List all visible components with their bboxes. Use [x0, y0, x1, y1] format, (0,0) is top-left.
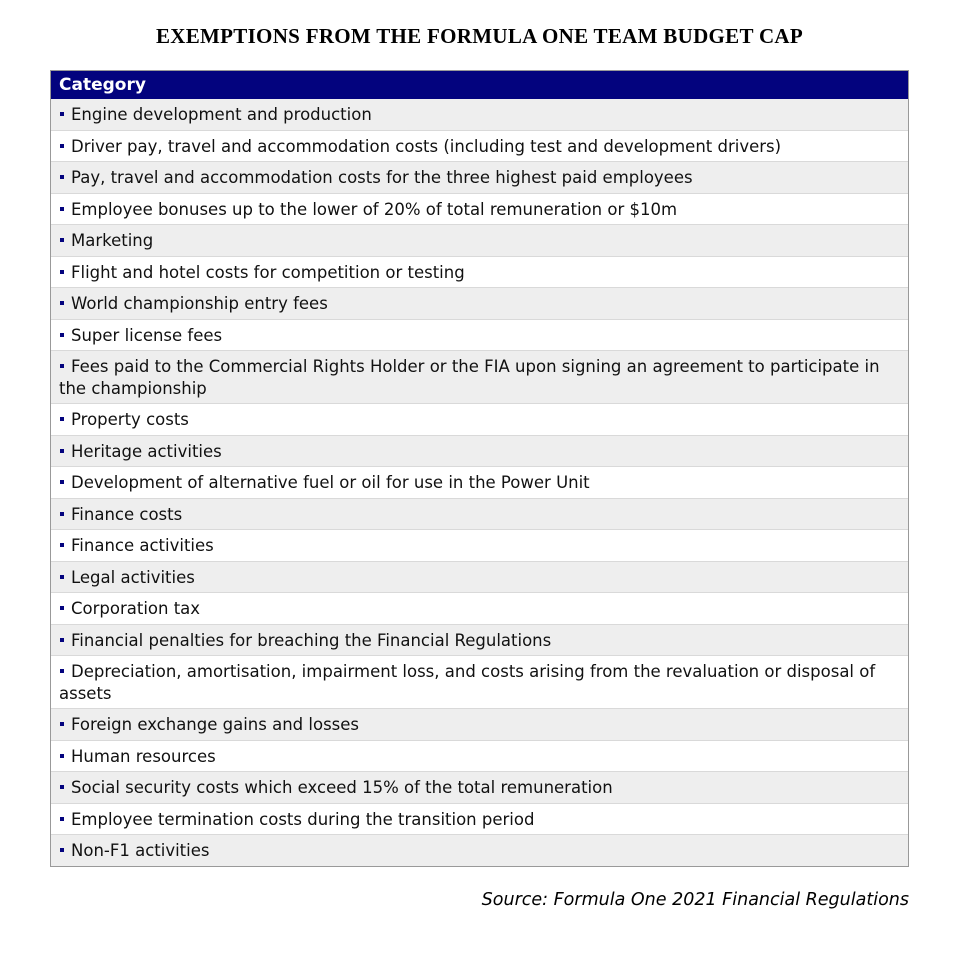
bullet-icon	[60, 817, 64, 821]
table-row	[51, 835, 908, 866]
exemptions-table	[50, 70, 909, 867]
bullet-icon	[60, 449, 64, 453]
table-rows	[51, 99, 908, 866]
source-note: Source: Formula One 2021 Financial Regulations	[481, 889, 909, 910]
bullet-icon	[60, 638, 64, 642]
table-row-label: Foreign exchange gains and losses	[71, 715, 360, 734]
bullet-icon	[60, 785, 64, 789]
bullet-icon	[60, 543, 64, 547]
table-row-label: Fees paid to the Commercial Rights Holder or the FIA upon signing an agreement to participate in the championship	[59, 357, 880, 398]
table-row	[51, 404, 908, 436]
table-row	[51, 99, 908, 131]
table-row	[51, 351, 908, 404]
bullet-icon	[60, 480, 64, 484]
table-row-label: Employee termination costs during the transition period	[71, 809, 535, 829]
table-row	[51, 741, 908, 773]
table-row-label: Flight and hotel costs for competition or testing	[71, 262, 465, 282]
table-row-label: Pay, travel and accommodation costs for the three highest paid employees	[71, 168, 693, 187]
table-row	[51, 436, 908, 468]
bullet-icon	[60, 669, 64, 673]
bullet-icon	[60, 270, 64, 274]
table-row-label: Property costs	[71, 410, 189, 429]
bullet-icon	[60, 144, 64, 148]
table-row-label: Marketing	[71, 231, 154, 250]
table-row-label: Driver pay, travel and accommodation costs (including test and development drivers)	[71, 136, 782, 156]
bullet-icon	[60, 238, 64, 242]
bullet-icon	[60, 722, 64, 726]
bullet-icon	[60, 112, 64, 116]
table-row-label: Finance activities	[71, 536, 214, 555]
table-row-label: Financial penalties for breaching the Financial Regulations	[71, 630, 552, 650]
bullet-icon	[60, 175, 64, 179]
bullet-icon	[60, 417, 64, 421]
table-row-label: Non-F1 activities	[71, 841, 210, 860]
table-row	[51, 225, 908, 257]
table-row	[51, 772, 908, 804]
table-row-label: Employee bonuses up to the lower of 20% of total remuneration or $10m	[71, 199, 678, 219]
bullet-icon	[60, 606, 64, 610]
table-row	[51, 562, 908, 594]
table-row-label: Finance costs	[71, 504, 183, 524]
table-row	[51, 288, 908, 320]
table-row	[51, 804, 908, 836]
table-row-label: Human resources	[71, 746, 216, 766]
table-row	[51, 530, 908, 562]
table-header-label: Category	[59, 75, 146, 95]
bullet-icon	[60, 207, 64, 211]
table-row	[51, 257, 908, 289]
page-title: EXEMPTIONS FROM THE FORMULA ONE TEAM BUDGET CAP	[155, 24, 804, 48]
table-row	[51, 593, 908, 625]
table-row-label: Depreciation, amortisation, impairment loss, and costs arising from the revaluation or disposal of assets	[59, 662, 876, 703]
table-row-label: World championship entry fees	[71, 294, 328, 313]
table-row-label: Heritage activities	[71, 441, 222, 461]
bullet-icon	[60, 301, 64, 305]
bullet-icon	[60, 575, 64, 579]
table-row	[51, 194, 908, 226]
table-row-label: Development of alternative fuel or oil for use in the Power Unit	[71, 473, 590, 492]
table-row	[51, 656, 908, 709]
table-row	[51, 625, 908, 657]
table-row	[51, 162, 908, 194]
bullet-icon	[60, 364, 64, 368]
table-row	[51, 709, 908, 741]
table-row-label: Legal activities	[71, 567, 195, 587]
bullet-icon	[60, 754, 64, 758]
table-row-label: Corporation tax	[71, 599, 201, 618]
bullet-icon	[60, 848, 64, 852]
table-row-label: Social security costs which exceed 15% of the total remuneration	[71, 778, 613, 797]
table-row	[51, 499, 908, 531]
table-header	[51, 71, 908, 99]
table-row-label: Super license fees	[71, 325, 223, 345]
table-row	[51, 467, 908, 499]
bullet-icon	[60, 333, 64, 337]
bullet-icon	[60, 512, 64, 516]
table-row	[51, 320, 908, 352]
table-row	[51, 131, 908, 163]
table-row-label: Engine development and production	[71, 105, 372, 124]
